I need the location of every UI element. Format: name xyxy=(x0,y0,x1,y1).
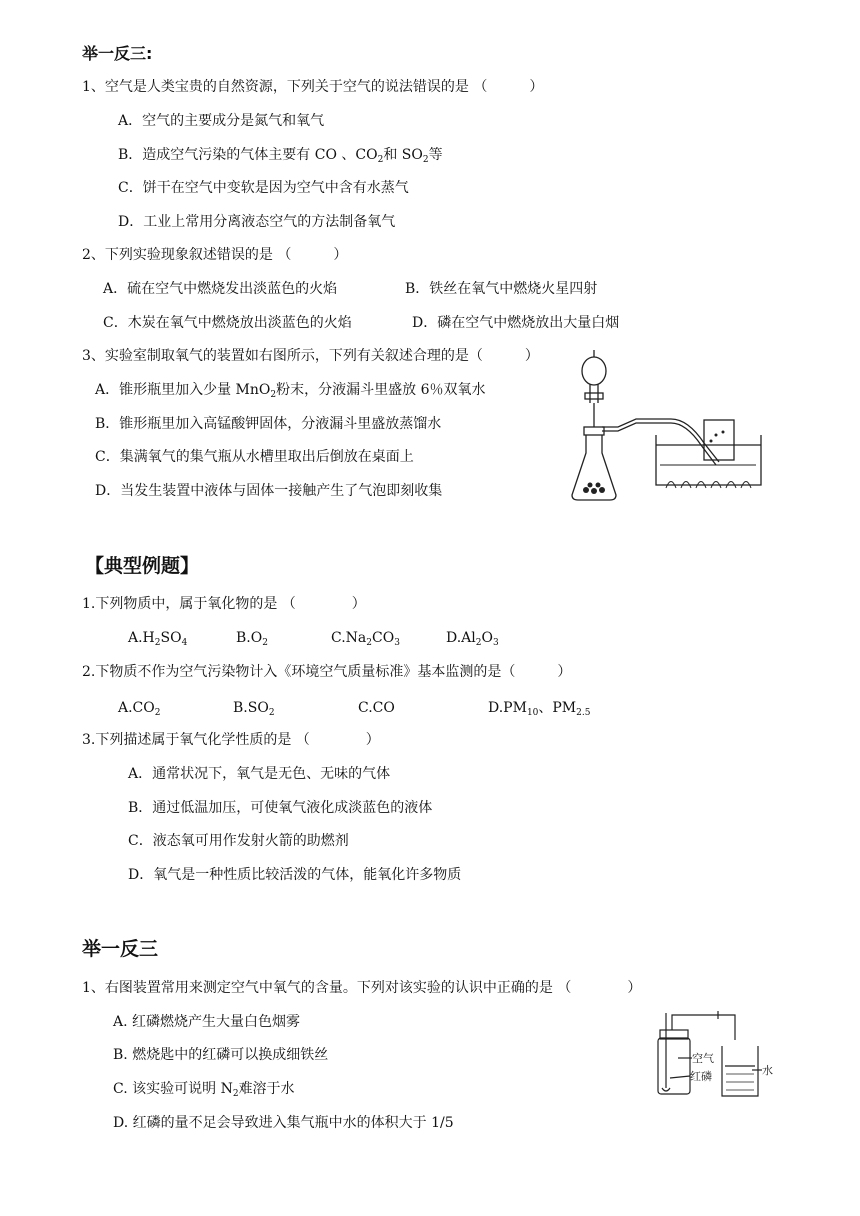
question-stem: 2.下物质不作为空气污染物计入《环境空气质量标准》基本监测的是（ ） xyxy=(82,664,572,680)
option-d: D．磷在空气中燃烧放出大量白烟 xyxy=(412,315,620,331)
option-a: A．锥形瓶里加入少量 MnO$_2$粉末，分液漏斗里盛放 6％双氧水 xyxy=(95,382,486,400)
section-heading: 举一反三: xyxy=(82,44,153,63)
option-c: C.CO xyxy=(358,700,395,716)
section-heading: 举一反三 xyxy=(82,938,159,960)
air-label: 空气 xyxy=(692,1052,714,1065)
question-stem: 1.下列物质中，属于氧化物的是 （ ） xyxy=(82,596,366,612)
question-stem: 2、下列实验现象叙述错误的是 （ ） xyxy=(82,247,348,263)
option-d: $D.PM_{10}$、$PM_{2.5}$ xyxy=(488,700,591,718)
option-a: A. 红磷燃烧产生大量白色烟雾 xyxy=(113,1014,301,1030)
option-d: D．氧气是一种性质比较活泼的气体，能氧化许多物质 xyxy=(128,867,462,883)
option-c: C．木炭在氧气中燃烧放出淡蓝色的火焰 xyxy=(103,315,352,331)
option-a: A．通常状况下，氧气是无色、无味的气体 xyxy=(128,766,391,782)
option-d: D. 红磷的量不足会导致进入集气瓶中水的体积大于 1/5 xyxy=(113,1115,454,1131)
option-c: C. 该实验可说明 $N_2$难溶于水 xyxy=(113,1081,295,1099)
option-b: B．造成空气污染的气体主要有 CO 、$CO_2$和 $SO_2$等 xyxy=(118,147,443,165)
option-c: C．液态氧可用作发射火箭的助燃剂 xyxy=(128,833,349,849)
option-b: B．铁丝在氧气中燃烧火星四射 xyxy=(405,281,598,297)
phosphorus-label: 红磷 xyxy=(690,1070,712,1083)
question-stem: 1、空气是人类宝贵的自然资源，下列关于空气的说法错误的是 （ ） xyxy=(82,79,544,95)
option-a: $A.H_2SO_4$ xyxy=(128,630,188,648)
option-d: D．工业上常用分离液态空气的方法制备氧气 xyxy=(118,214,396,230)
option-b: $B.O_2$ xyxy=(236,630,268,648)
option-b: $B.SO_2$ xyxy=(233,700,275,718)
option-c: C．集满氧气的集气瓶从水槽里取出后倒放在桌面上 xyxy=(95,449,414,465)
question-stem: 3.下列描述属于氧气化学性质的是 （ ） xyxy=(82,732,380,748)
option-b: B. 燃烧匙中的红磷可以换成细铁丝 xyxy=(113,1047,329,1063)
water-label: 水 xyxy=(762,1064,773,1077)
option-a: A．硫在空气中燃烧发出淡蓝色的火焰 xyxy=(103,281,338,297)
question-stem: 3、实验室制取氧气的装置如右图所示，下列有关叙述合理的是（ ） xyxy=(82,348,539,364)
oxygen-apparatus-figure xyxy=(566,345,766,505)
option-b: B．锥形瓶里加入高锰酸钾固体，分液漏斗里盛放蒸馏水 xyxy=(95,416,442,432)
option-c: $C.Na_2CO_3$ xyxy=(331,630,400,648)
option-d: $D.Al_2O_3$ xyxy=(446,630,499,648)
option-a: $A.CO_2$ xyxy=(118,700,161,718)
section-heading: 【典型例题】 xyxy=(85,555,200,577)
option-d: D．当发生装置中液体与固体一接触产生了气泡即刻收集 xyxy=(95,483,443,499)
option-c: C．饼干在空气中变软是因为空气中含有水蒸气 xyxy=(118,180,409,196)
option-a: A．空气的主要成分是氮气和氧气 xyxy=(118,113,325,129)
air-oxygen-apparatus-figure xyxy=(640,1008,780,1100)
option-b: B．通过低温加压，可使氧气液化成淡蓝色的液体 xyxy=(128,800,433,816)
question-stem: 1、右图装置常用来测定空气中氧气的含量。下列对该实验的认识中正确的是 （ ） xyxy=(82,980,642,996)
